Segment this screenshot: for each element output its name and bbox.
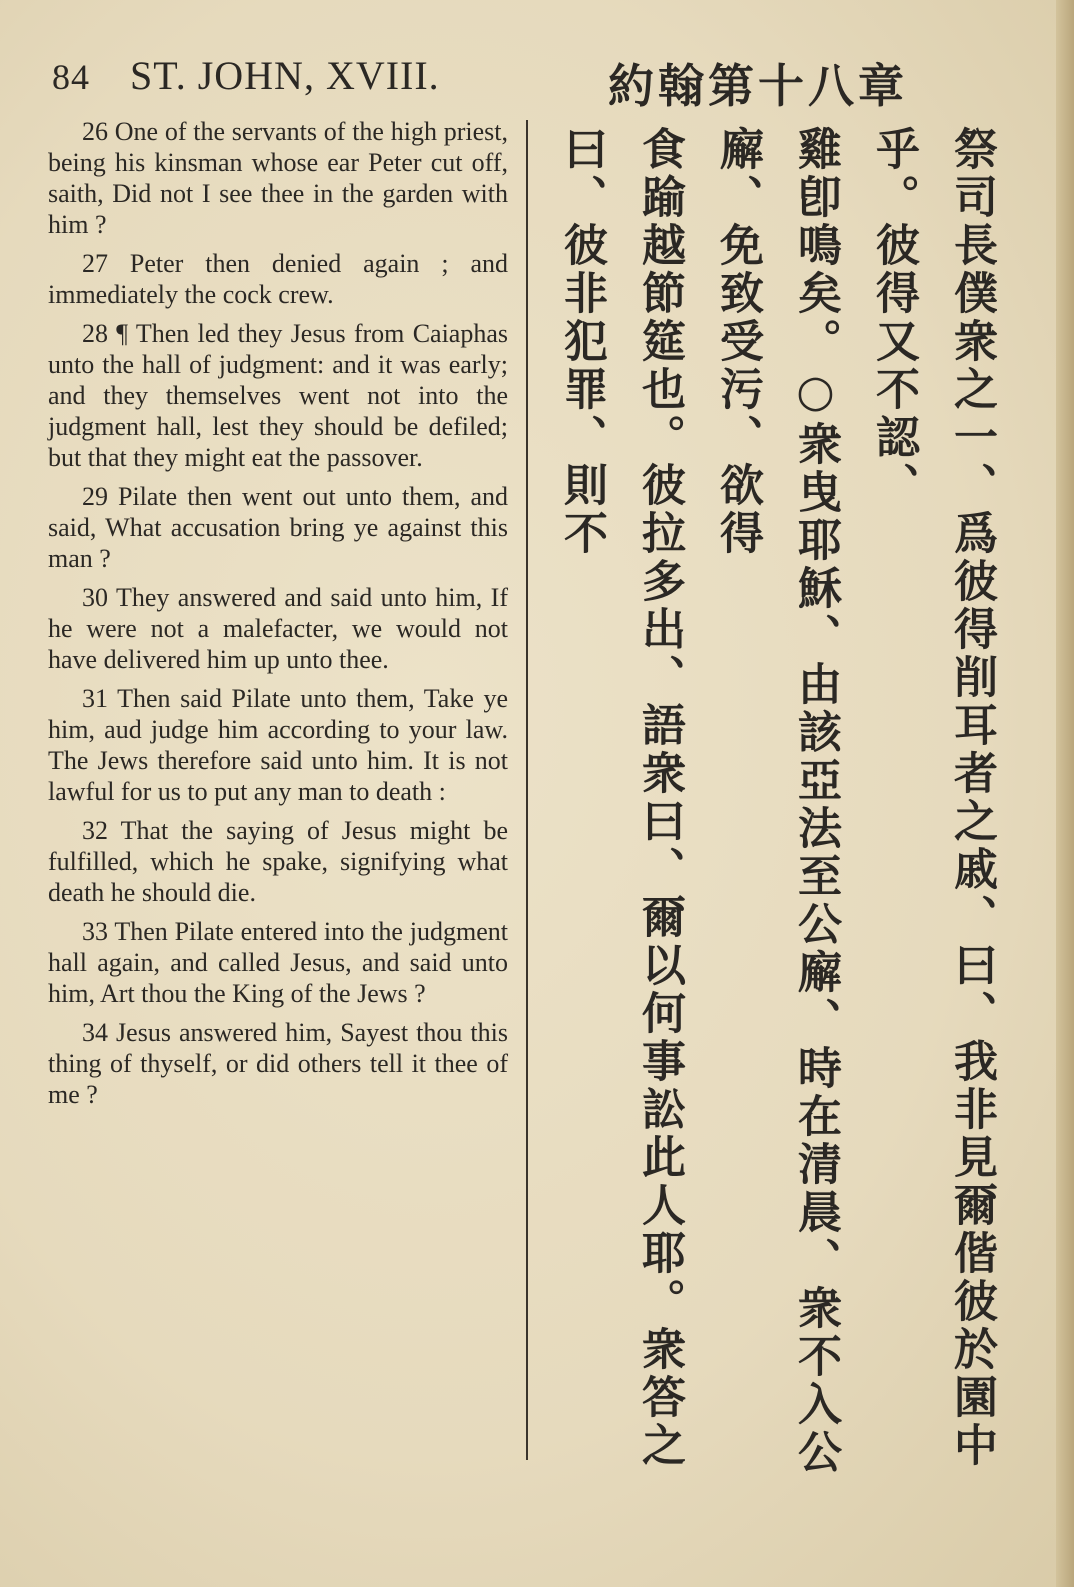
verse-30: 30 They answered and said unto him, If he were not a malefacter, we would not have delivered him up unto thee. [48, 583, 508, 674]
chinese-column-3: 食踰越節筵也。彼拉多出、語衆曰、爾以何事訟此人耶。衆答之曰、彼非犯罪、則不 [556, 126, 685, 1470]
chinese-column-2: 雞卽鳴矣。○衆曳耶穌、由該亞法至公廨、時在清晨、衆不入公廨、免致受污、欲得 [712, 126, 841, 1477]
verse-28: 28 ¶ Then led they Jesus from Caiaphas unto the hall of judgment: and it was early; and they themselves went not into the judgment hall, lest they should be defiled; but that they might eat the passover. [48, 319, 508, 472]
running-header-english [52, 52, 522, 112]
chinese-text-column [540, 126, 1010, 1486]
english-text-column [48, 116, 508, 1456]
column-divider [526, 120, 528, 1460]
chinese-column-4 [540, 126, 542, 1486]
verse-26: 26 One of the servants of the high priest, being his kinsman whose ear Peter cut off, saith, Did not I see thee in the garden with him ? [48, 117, 508, 239]
book-title: ST. JOHN, XVIII. [130, 53, 440, 98]
verse-27: 27 Peter then denied again ; and immediately the cock crew. [48, 249, 508, 309]
running-header-chinese: 約翰第十八章 [608, 59, 908, 113]
chinese-column-1: 祭司長僕衆之一、爲彼得削耳者之戚、曰、我非見爾偕彼於園中乎。彼得又不認、 [868, 126, 997, 1470]
verse-31: 31 Then said Pilate unto them, Take ye him, aud judge him according to your law. The Jews therefore said unto him. It is not lawful for us to put any man to death : [48, 684, 508, 806]
page-edge [1056, 0, 1074, 1587]
verse-33: 33 Then Pilate entered into the judgment hall again, and called Jesus, and said unto him, Art thou the King of the Jews ? [48, 917, 508, 1008]
verse-34: 34 Jesus answered him, Sayest thou this thing of thyself, or did others tell it thee of me ? [48, 1018, 508, 1109]
verse-29: 29 Pilate then went out unto them, and said, What accusation bring ye against this man ? [48, 482, 508, 573]
verse-32: 32 That the saying of Jesus might be fulfilled, which he spake, signifying what death he should die. [48, 816, 508, 907]
page-number: 84 [52, 57, 90, 97]
